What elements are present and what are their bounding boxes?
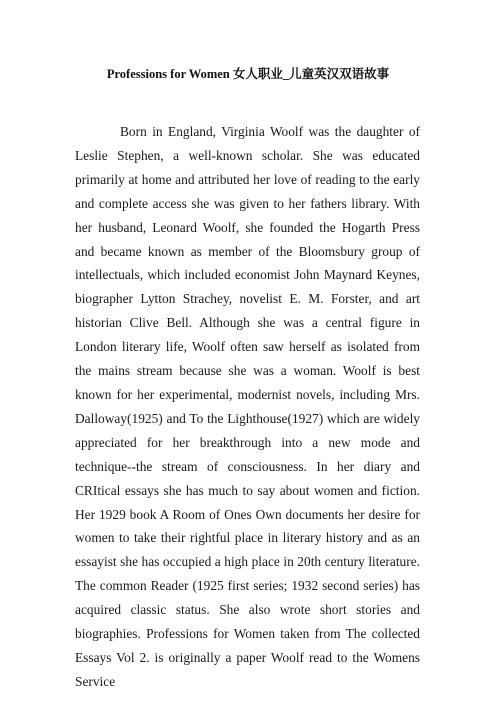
- body-paragraph: Born in England, Virginia Woolf was the daughter of Leslie Stephen, a well-known scholar. She was educated primarily at home and attributed her love of reading to the early and complete access she was given to her fathers library. With her husband, Leonard Woolf, she founded the Hogarth Press and became known as member of the Bloomsbury group of intellectuals, which included economist John Maynard Keynes, biographer Lytton Strachey, novelist E. M. Forster, and art historian Clive Bell. Although she was a central figure in London literary life, Woolf often saw herself as isolated from the mains stream because she was a woman. Woolf is best known for her experimental, modernist novels, including Mrs. Dalloway(1925) and To the Lighthouse(1927) which are widely appreciated for her breakthrough into a new mode and technique--the stream of consciousness. In her diary and CRItical essays she has much to say about women and fiction. Her 1929 book A Room of Ones Own documents her desire for women to take their rightful place in literary history and as an essayist she has occupied a high place in 20th century literature. The common Reader (1925 first series; 1932 second series) has acquired classic status. She also wrote short stories and biographies. Professions for Women taken from The collected Essays Vol 2. is originally a paper Woolf read to the Womens Service: [75, 124, 420, 689]
- document-title: Professions for Women 女人职业_儿童英汉双语故事: [106, 67, 390, 81]
